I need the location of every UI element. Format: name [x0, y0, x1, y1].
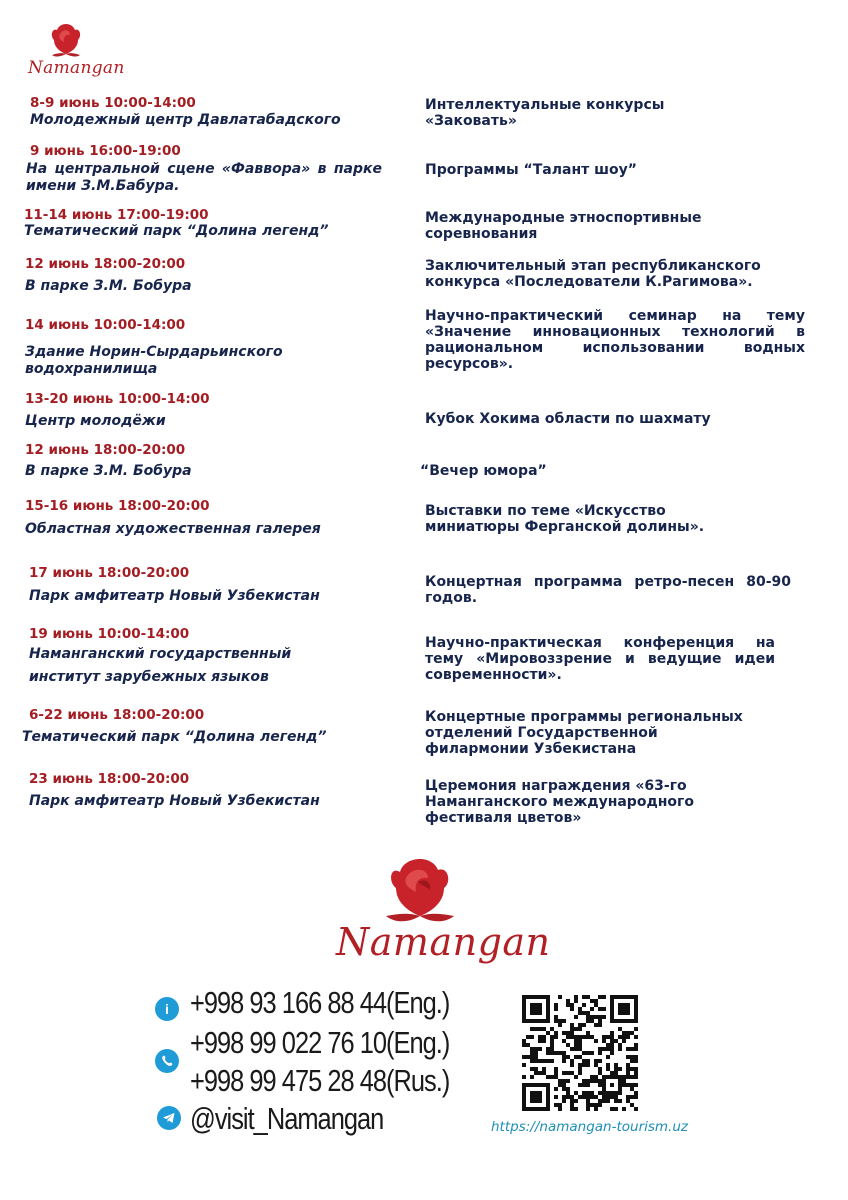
brand-name-large: Namangan [336, 920, 551, 964]
event-date: 6-22 июнь 18:00-20:00 [29, 707, 205, 723]
event-title: Концертные программы региональных отделений Государственной филармонии Узбекистана [425, 709, 743, 757]
event-date: 19 июнь 10:00-14:00 [29, 626, 190, 642]
event-title: Концертная программа ретро-песен 80-90 годов. [425, 574, 791, 606]
event-date: 12 июнь 18:00-20:00 [25, 256, 186, 272]
event-date: 23 июнь 18:00-20:00 [29, 771, 190, 787]
event-title: Выставки по теме «Искусство миниатюры Ферганской долины». [425, 503, 705, 535]
event-date: 15-16 июнь 18:00-20:00 [25, 498, 210, 514]
event-title: Церемония награждения «63-го Наманганского международного фестиваля цветов» [425, 778, 694, 826]
event-title: Международные этноспортивные соревнования [425, 210, 702, 242]
event-place: Тематический парк “Долина легенд” [24, 223, 329, 239]
event-place: На центральной сцене «Фаввора» в парке имени З.М.Бабура. [26, 161, 382, 194]
viber-icon [155, 1049, 179, 1073]
event-place: Парк амфитеатр Новый Узбекистан [29, 588, 320, 604]
event-place: Здание Норин-Сырдарьинского водохранилища [25, 344, 283, 377]
event-title: Программы “Талант шоу” [425, 162, 637, 178]
event-place: В парке З.М. Бобура [25, 463, 192, 479]
telegram-handle[interactable]: @visit_Namangan [190, 1101, 384, 1136]
event-title: Научно-практическая конференция на тему «Мировоззрение и ведущие идеи современности». [425, 635, 775, 683]
event-place: В парке З.М. Бобура [25, 278, 192, 294]
info-icon: i [155, 997, 179, 1021]
event-place: Молодежный центр Давлатабадского [30, 112, 341, 128]
event-date: 14 июнь 10:00-14:00 [25, 317, 186, 333]
event-date: 17 июнь 18:00-20:00 [29, 565, 190, 581]
phone-number[interactable]: +998 93 166 88 44(Eng.) [190, 985, 450, 1020]
event-title: Заключительный этап республиканского конкурса «Последователи К.Рагимова». [425, 258, 761, 290]
event-title: “Вечер юмора” [420, 463, 547, 479]
telegram-icon [157, 1106, 181, 1130]
event-title: Интеллектуальные конкурсы «Заковать» [425, 97, 665, 129]
event-title: Научно-практический семинар на тему «Значение инновационных технологий в рациональном использовании водных ресурсов». [425, 308, 805, 372]
event-place: Областная художественная галерея [25, 521, 321, 537]
event-date: 12 июнь 18:00-20:00 [25, 442, 186, 458]
event-date: 13-20 июнь 10:00-14:00 [25, 391, 210, 407]
event-place: Тематический парк “Долина легенд” [22, 729, 327, 745]
phone-number[interactable]: +998 99 475 28 48(Rus.) [190, 1063, 450, 1098]
event-place: Парк амфитеатр Новый Узбекистан [29, 793, 320, 809]
event-title: Кубок Хокима области по шахмату [425, 411, 711, 427]
website-link[interactable]: https://namangan-tourism.uz [491, 1119, 688, 1135]
event-place: Центр молодёжи [25, 413, 166, 429]
event-date: 8-9 июнь 10:00-14:00 [30, 95, 196, 111]
brand-name-small: Namangan [28, 58, 125, 78]
qr-code[interactable] [522, 995, 638, 1111]
event-place: Наманганский государственный институт зарубежных языков [29, 646, 292, 685]
event-date: 9 июнь 16:00-19:00 [30, 143, 181, 159]
event-date: 11-14 июнь 17:00-19:00 [24, 207, 209, 223]
phone-number[interactable]: +998 99 022 76 10(Eng.) [190, 1025, 450, 1060]
